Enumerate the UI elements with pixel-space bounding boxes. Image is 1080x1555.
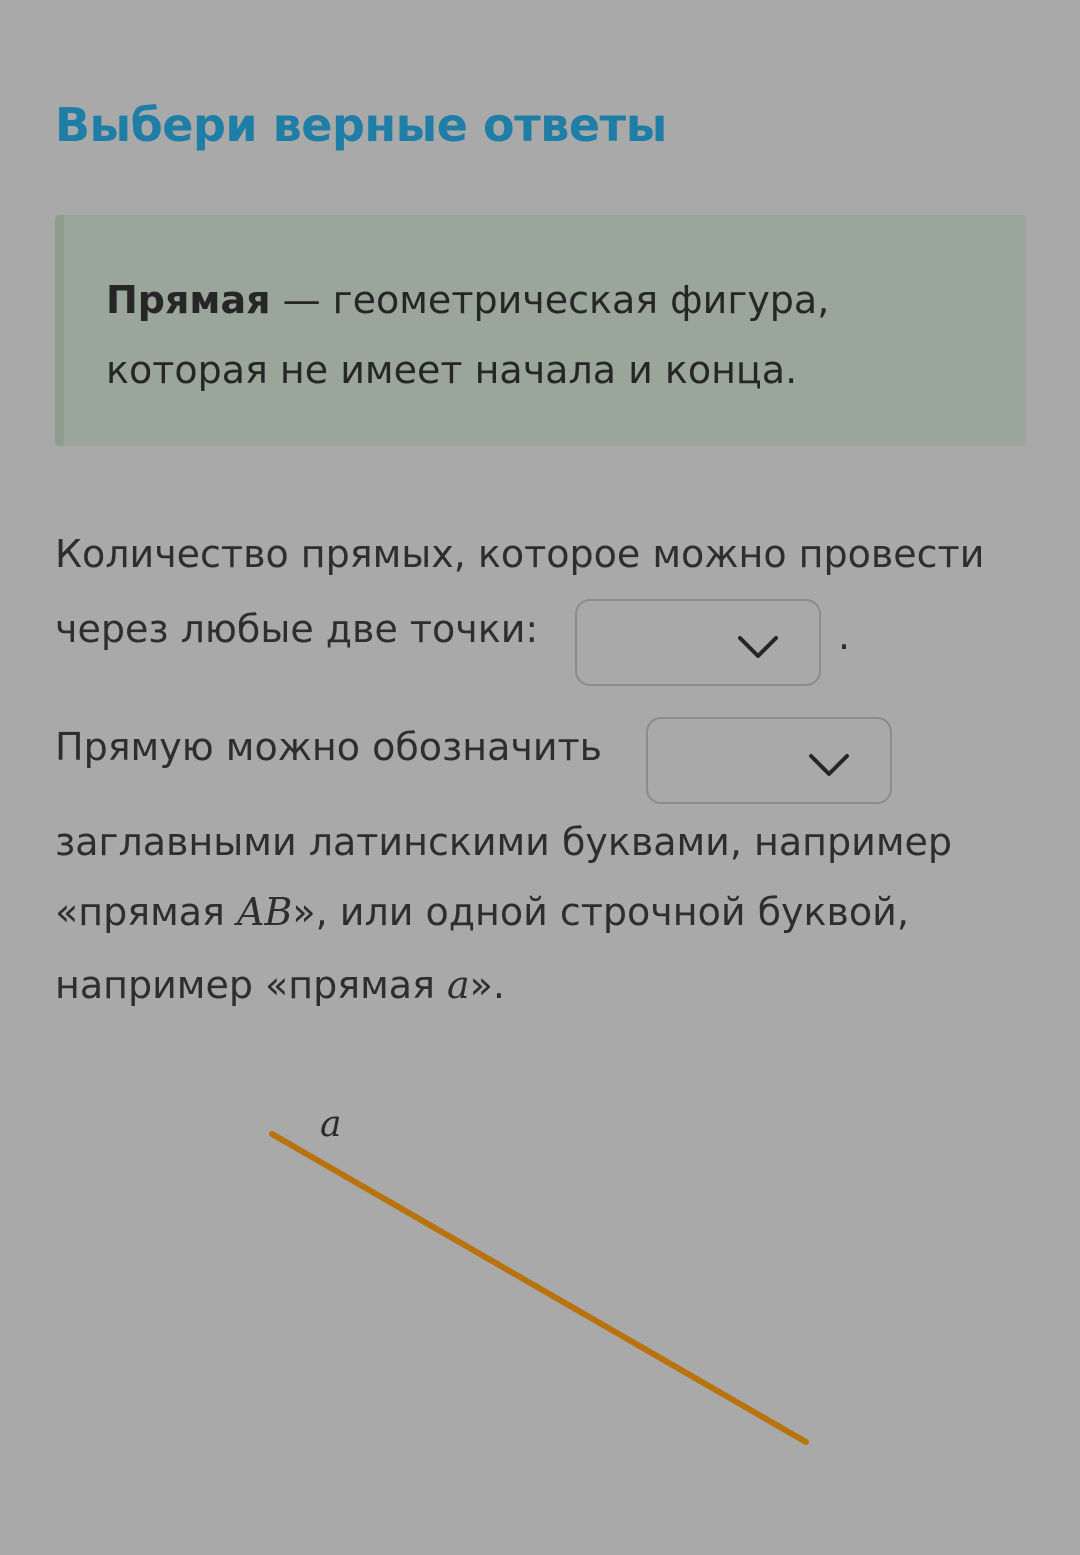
definition-term: Прямая [106,278,271,322]
definition-line1-rest: — геометрическая фигура, [270,278,830,322]
question2-prefix: Прямую можно обозначить [55,725,603,769]
math-ab: AB [236,890,293,934]
math-a: a [447,963,470,1007]
question1-period: . [838,614,851,658]
question2-line2: заглавными латинскими буквами, например [55,820,952,864]
question2-line3-after: », или одной строчной буквой, [292,890,909,934]
question2-line3-before: «прямая [55,890,237,934]
line-label: a [320,1104,342,1145]
question1-line2: через любые две точки: [55,607,539,651]
page-title: Выбери верные ответы [55,98,667,152]
line-a [272,1134,806,1442]
question2-line4-after: ». [469,963,505,1007]
question1-line1: Количество прямых, которое можно провести [55,532,985,576]
definition-line2: которая не имеет начала и конца. [106,348,798,392]
question2-line4-before: например «прямая [55,963,448,1007]
